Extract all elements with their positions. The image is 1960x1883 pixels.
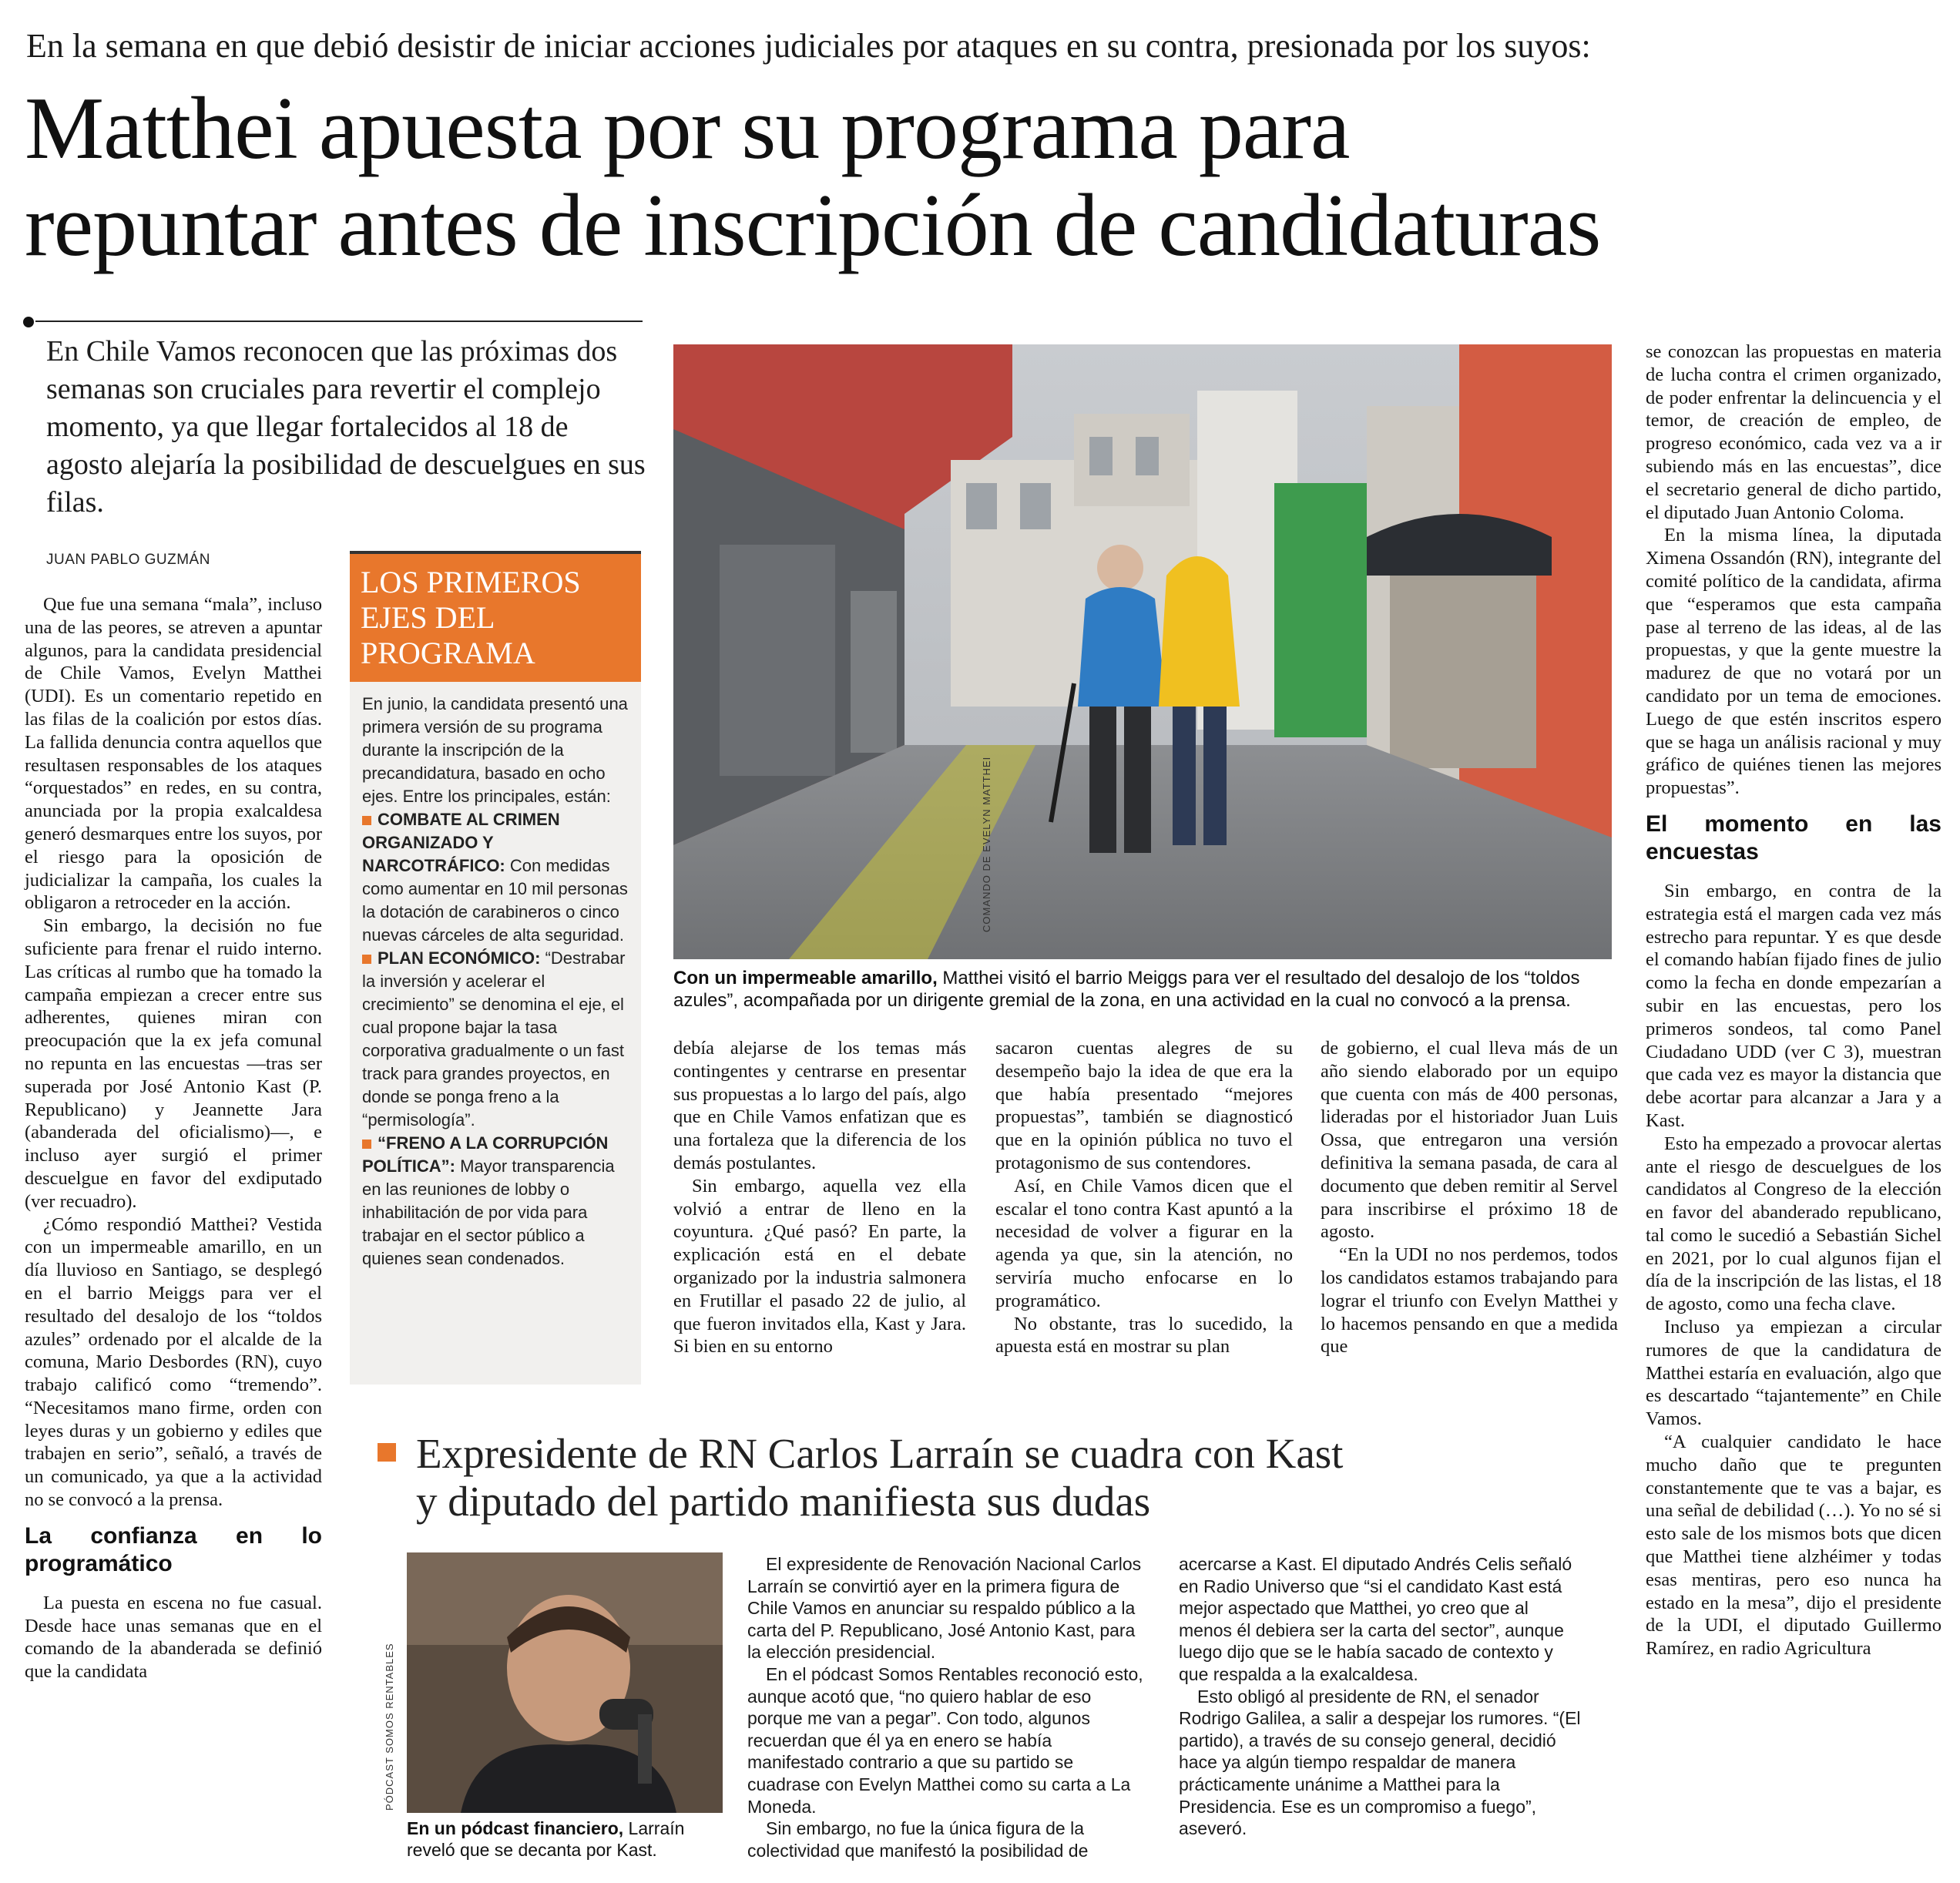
article-column-4: [995, 1037, 1293, 1358]
paragraph: Sin embargo, aquella vez ella volvió a entrar de lleno en la coyuntura. ¿Qué pasó? En parte, la explicación está en el debate organizado por la industria salmonera en Frutillar el pasado 22 de julio, al que fueron invitados ella, Kast y Jara. Si bien en su entorno: [673, 1175, 966, 1358]
article-column-3: [673, 1037, 966, 1358]
sidebar-item-text: “Destrabar la inversión y acelerar el crecimiento” se denomina el eje, el cual propone bajar la tasa corporativa gradualmente o un fast track para grandes proyectos, en donde se ponga freno a la “permisología”.: [362, 948, 626, 1129]
headline-line-2: repuntar antes de inscripción de candidaturas: [25, 176, 1601, 275]
paragraph: acercarse a Kast. El diputado Andrés Celis señaló en Radio Universo que “si el candidato Kast está mejor aspectado que Matthei, yo creo que al menos él debiera ser la carta del sector”, aunque luego dijo que se le había sacado de contexto y que respalda a la exalcaldesa.: [1179, 1554, 1572, 1684]
larrain-photo: [407, 1552, 723, 1813]
article-column-5: [1321, 1037, 1618, 1358]
sidebar-title: LOS PRIMEROS EJES DEL PROGRAMA: [350, 554, 641, 682]
paragraph: Esto ha empezado a provocar alertas ante el riesgo de descuelgues de los candidatos al Congreso de la elección en favor del abanderado republicano, tal como le sucedió a Sebastián Sichel en 2021, por lo cual algunos fijan el día de la inscripción de las listas, el 18 de agosto, como una fecha clave.: [1646, 1133, 1942, 1315]
paragraph: sacaron cuentas alegres de su desempeño bajo la idea de que era la que había presentado “mejores propuestas”, también se diagnosticó que en la opinión pública no tuvo el protagonismo de sus contendores.: [995, 1038, 1293, 1173]
sidebar-item-label: COMBATE AL CRIMEN ORGANIZADO Y NARCOTRÁFICO:: [362, 810, 560, 875]
sidebar-item-text: Mayor transparencia en las reuniones de lobby o inhabilitación de por vida para trabajar en el sector público a quienes sean condenados.: [362, 1156, 615, 1268]
paragraph: Que fue una semana “mala”, incluso una de las peores, se atreven a apuntar algunos, para la candidata presidencial de Chile Vamos, Evelyn Matthei (UDI). Es un comentario repetido en las filas de la coalición por estos días. La fallida denuncia contra aquellos que resultasen responsables de los ataques “orquestados” en redes, en su contra, anunciada por la propia exalcaldesa generó desmarques entre los suyos, por el riesgo para la oposición de judicializar la campaña, los cuales la obligaron a retroceder en la acción.: [25, 594, 322, 914]
article-column-1: [25, 593, 322, 1683]
headline-line-1: Matthei apuesta por su programa para: [25, 79, 1350, 178]
square-bullet-icon: [362, 1140, 371, 1149]
box-headline-line-1: Expresidente de RN Carlos Larraín se cuadra con Kast: [416, 1430, 1344, 1477]
box-column-2: [1179, 1553, 1582, 1840]
sidebar-item-label: “FRENO A LA CORRUPCIÓN POLÍTICA”:: [362, 1133, 609, 1176]
paragraph: “A cualquier candidato le hace mucho daño que te pregunten constantemente que te vas a bajar, es una señal de debilidad (…). Yo no sé si esto sale de los mismos bots que dicen que Matthei tiene alzhéimer y todas esas mentiras, pero eso nunca ha estado en la mesa”, dijo el presidente de la UDI, el diputado Guillermo Ramírez, en radio Agricultura: [1646, 1432, 1942, 1660]
paragraph: El expresidente de Renovación Nacional Carlos Larraín se convirtió ayer en la primera figura de Chile Vamos en anunciar su respaldo público a la carta del P. Republicano, José Antonio Kast, para la elección presidencial.: [747, 1554, 1142, 1663]
box-column-1: [747, 1553, 1148, 1861]
paragraph: Así, en Chile Vamos dicen que el escalar el tono contra Kast apuntó a la necesidad de volver a figurar en la agenda ya que, sin la atención, no serviría mucho enfocarse en lo programático.: [995, 1175, 1293, 1311]
street-scene-illustration: [673, 344, 1612, 959]
box-headline-line-2: y diputado del partido manifiesta sus dudas: [416, 1478, 1151, 1525]
paragraph: La puesta en escena no fue casual. Desde hace unas semanas que en el comando de la abanderada se definió que la candidata: [25, 1592, 322, 1683]
subhead: La confianza en lo programático: [25, 1522, 322, 1576]
caption-text: Larraín reveló que se decanta por Kast.: [407, 1818, 685, 1860]
paragraph: En el pódcast Somos Rentables reconoció esto, aunque acotó que, “no quiero hablar de eso porque me van a pegar”. Con todo, algunos recuerdan que él ya en enero se había manifestado contrario a que su partido se cuadrase con Evelyn Matthei como su carta a La Moneda.: [747, 1663, 1143, 1817]
square-bullet-icon: [362, 816, 371, 825]
box-square-icon: [378, 1443, 396, 1462]
paragraph: “En la UDI no nos perdemos, todos los candidatos estamos trabajando para lograr el triunfo con Evelyn Matthei y lo hacemos pensando en que a medida que: [1321, 1244, 1618, 1358]
paragraph: se conozcan las propuestas en materia de lucha contra el crimen organizado, de poder enfrentar la delincuencia y el temor, de creación de empleo, de progreso económico, cada vez va a ir subiendo más en las encuestas”, dice el secretario general de dicho partido, el diputado Juan Antonio Coloma.: [1646, 341, 1942, 523]
photo-credit: COMANDO DE EVELYN MATTHEI: [981, 756, 992, 932]
sidebar-item-label: PLAN ECONÓMICO:: [378, 948, 541, 968]
sidebar-intro: En junio, la candidata presentó una primera versión de su programa durante la inscripción de la precandidatura, basado en ocho ejes. Entre los principales, están:: [362, 694, 628, 806]
headline: [25, 80, 1600, 274]
paragraph: ¿Cómo respondió Matthei? Vestida con un impermeable amarillo, en un día lluvioso en Santiago, se desplegó en el barrio Meiggs para ver el resultado del desalojo de los “toldos azules” ordenado por el alcalde de la comuna, Mario Desbordes (RN), cuyo trabajo calificó como “tremendo”. “Necesitamos mano firme, orden con leyes duras y un gobierno y ediles que trabajen en serio”, señaló, a través de un comunicado, ya que a la actividad no se convocó a la prensa.: [25, 1213, 322, 1511]
paragraph: Sin embargo, en contra de la estrategia está el margen cada vez más estrecho para repuntar. Y es que desde el comando habían fijado fines de julio como la fecha en donde empezarían a subir en las encuestas, pero los primeros sondeos, tal como Panel Ciudadano UDD (ver C 3), muestran que cada vez es mayor la distancia que debe acortar para alcanzar a Jara y a Kast.: [1646, 880, 1942, 1131]
caption-bold: En un pódcast financiero,: [407, 1818, 624, 1838]
lede-bullet: [23, 317, 34, 327]
article-column-right: [1646, 341, 1942, 1660]
lede-rule: [35, 321, 643, 322]
paragraph: En la misma línea, la diputada Ximena Ossandón (RN), integrante del comité político de la candidata, afirma que “esperamos que esta campaña pase al terreno de las ideas, al de las propuestas, y que la gente muestre la madurez de que no votará por un candidato por un tema de emociones. Luego de que estén inscritos espero que se haga un análisis racional y muy gráfico de quiénes tienen las mejores propuestas”.: [1646, 525, 1942, 799]
sidebar-item: [362, 808, 629, 947]
box-photo-credit: PÓDCAST SOMOS RENTABLES: [384, 1643, 395, 1811]
paragraph: Sin embargo, la decisión no fue suficiente para frenar el ruido interno. Las críticas al rumbo que ha tomado la campaña empiezan a crecer entre sus adherentes, quienes miran con preocupación que la ex jefa comunal no repunta en las encuestas —tras ser superada por José Antonio Kast (P. Republicano) y Jeannette Jara (abanderada del oficialismo)—, e incluso ayer surgió el primer descuelgue en favor del exdiputado (ver recuadro).: [25, 915, 322, 1212]
box-headline: [416, 1430, 1343, 1526]
paragraph: Incluso ya empiezan a circular rumores de que la candidatura de Matthei estaría en evaluación, algo que es descartado “tajantemente” en Chile Vamos.: [1646, 1317, 1942, 1430]
paragraph: debía alejarse de los temas más contingentes y centrarse en presentar sus propuestas a lo largo del país, algo que en Chile Vamos enfatizan que es una fortaleza que la diferencia de los demás postulantes.: [673, 1038, 966, 1173]
caption-text: Matthei visitó el barrio Meiggs para ver el resultado del desalojo de los “toldos azules”, acompañada por un dirigente gremial de la zona, en una actividad en la cual no convocó a la prensa.: [673, 968, 1580, 1011]
sidebar-item-text: Con medidas como aumentar en 10 mil personas la dotación de carabineros o cinco nuevas cárceles de alta seguridad.: [362, 856, 628, 945]
lede: En Chile Vamos reconocen que las próximas dos semanas son cruciales para revertir el complejo momento, ya que llegar fortalecidos al 18 de agosto alejaría la posibilidad de descuelgues en sus filas.: [46, 335, 646, 519]
podcast-portrait-illustration: [407, 1552, 723, 1813]
paragraph: Sin embargo, no fue la única figura de la colectividad que manifestó la posibilidad de: [747, 1818, 1089, 1861]
sidebar-body: [350, 682, 641, 1270]
sidebar-box: [350, 551, 641, 1385]
box-photo-caption: [407, 1818, 730, 1861]
byline: JUAN PABLO GUZMÁN: [46, 552, 210, 568]
kicker: En la semana en que debió desistir de iniciar acciones judiciales por ataques en su contra, presionada por los suyos:: [26, 27, 1591, 65]
square-bullet-icon: [362, 955, 371, 964]
sidebar-item: [362, 1132, 629, 1270]
paragraph: No obstante, tras lo sucedido, la apuesta está en mostrar su plan: [995, 1313, 1293, 1358]
photo-caption: [673, 967, 1615, 1012]
sidebar-item: [362, 947, 629, 1132]
main-photo: [673, 344, 1612, 959]
caption-bold: Con un impermeable amarillo,: [673, 968, 938, 988]
subhead: El momento en las encuestas: [1646, 811, 1942, 864]
paragraph: Esto obligó al presidente de RN, el senador Rodrigo Galilea, a salir a despejar los rumores. “(El partido), a través de su consejo general, decidió hace ya algún tiempo respaldar de manera prácticamente unánime a Matthei para la Presidencia. Ese es un compromiso a fuego”, aseveró.: [1179, 1686, 1581, 1839]
paragraph: de gobierno, el cual lleva más de un año siendo elaborado por un equipo que cuenta con más de 400 personas, lideradas por el historiador Juan Luis Ossa, que entregaron una versión definitiva la semana pasada, de cara al documento que deben remitir al Servel para inscribirse el próximo 18 de agosto.: [1321, 1038, 1618, 1243]
